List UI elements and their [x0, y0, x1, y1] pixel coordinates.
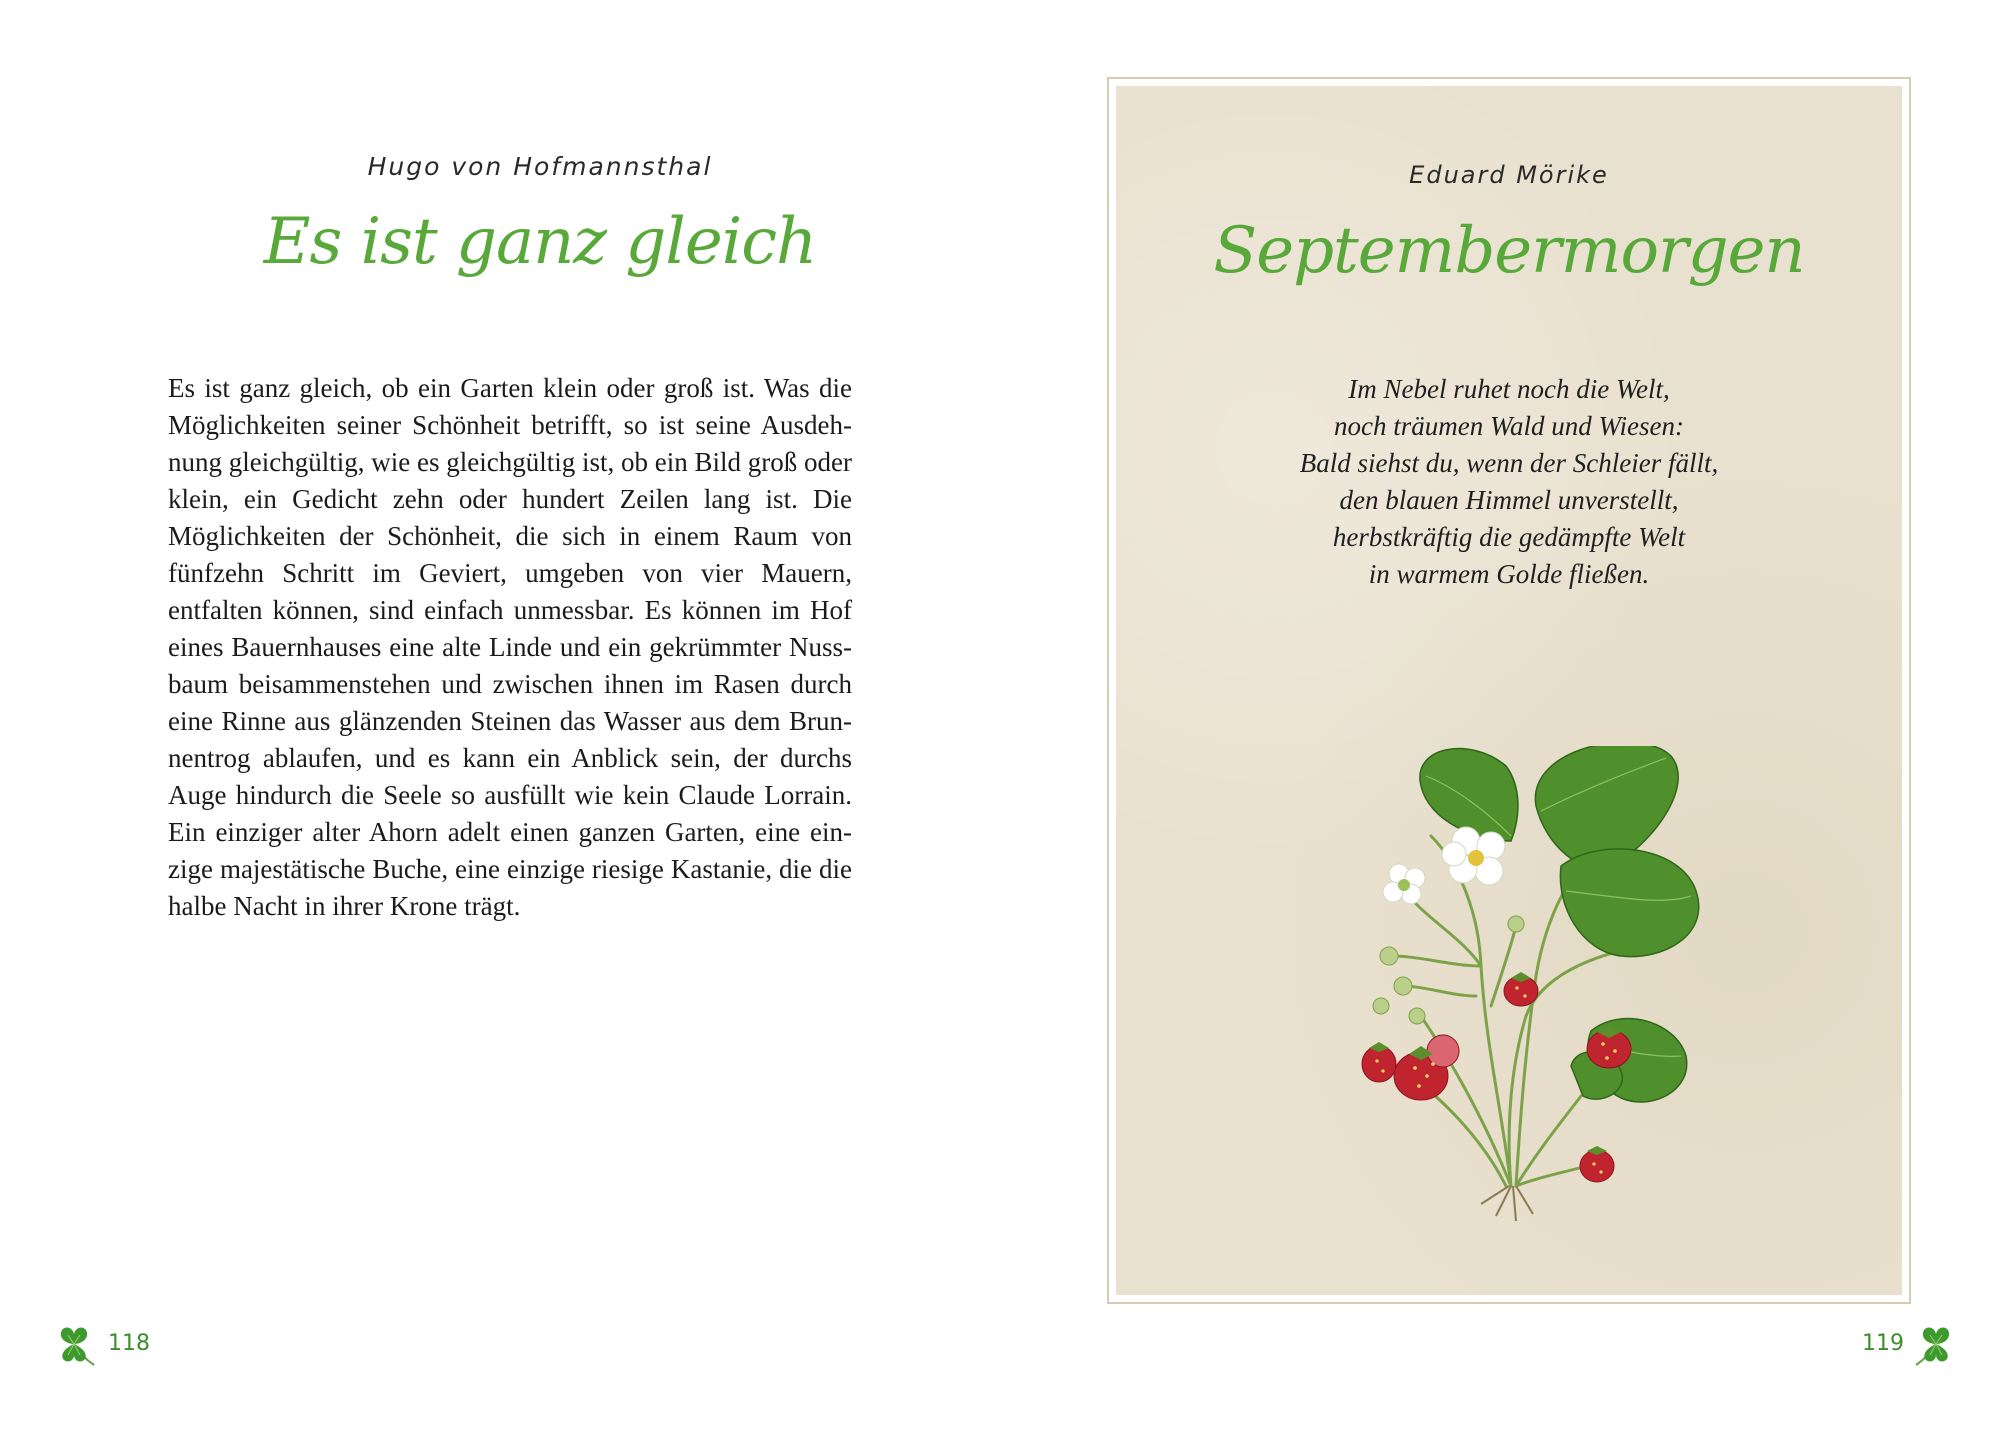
poem-line: in warmem Golde fließen. [1368, 559, 1650, 589]
prose-line: eine Rinne aus glänzenden Steinen das Wasser aus dem Brun- [168, 706, 852, 736]
prose-line: Auge hindurch die Seele so ausfüllt wie kein Claude Lorrain. [168, 780, 852, 810]
prose-line: von fünfzehn Schritt im Geviert, umgeben von vier Mauern, [168, 521, 852, 588]
page-number-left [48, 1318, 150, 1368]
prose-line: Ein einziger alter Ahorn adelt einen ganzen Garten, eine ein- [168, 817, 852, 847]
author-name: Hugo von Hofmannsthal [367, 152, 713, 181]
clover-icon [1910, 1317, 1962, 1369]
poem-line: Im Nebel ruhet noch die Welt, [1348, 374, 1670, 404]
prose-line: Die Möglichkeiten der Schönheit, die sich in einem Raum [168, 484, 852, 551]
poem-title: Septembermorgen [1213, 214, 1805, 288]
strawberry-flower [1442, 827, 1505, 885]
prose-line: Möglichkeiten seiner Schönheit betrifft, so ist seine Ausdeh- [168, 410, 852, 440]
prose-line: zige majestätische Buche, eine einzige riesige Kastanie, die die [168, 854, 852, 884]
page-number: 118 [108, 1330, 150, 1356]
prose-line: Es ist ganz gleich, ob ein Garten klein oder groß ist. Was die [168, 373, 852, 403]
strawberry-flower [1383, 864, 1425, 904]
author-name: Eduard Mörike [1409, 161, 1609, 189]
prose-line: entfalten können, sind einfach unmessbar. Es können im Hof [168, 595, 852, 625]
prose-text [168, 370, 852, 925]
paper-background [1116, 86, 1902, 1295]
prose-line: baum beisammenstehen und zwischen ihnen im Rasen durch [168, 669, 852, 699]
page-number: 119 [1862, 1330, 1904, 1356]
poem-line: Bald siehst du, wenn der Schleier fällt, [1299, 448, 1719, 478]
prose-line: nung gleichgültig, wie es gleichgültig ist, ob ein Bild groß [168, 447, 798, 477]
poem-line: noch träumen Wald und Wiesen: [1334, 411, 1684, 441]
prose-line: halbe Nacht in ihrer Krone trägt. [168, 891, 521, 921]
poem-card [1107, 77, 1911, 1304]
page-title: Es ist ganz gleich [263, 205, 817, 279]
prose-line: eines Bauernhauses eine alte Linde und ein gekrümmter Nuss- [168, 632, 852, 662]
clover-icon [48, 1317, 100, 1369]
poem-line: herbstkräftig die gedämpfte Welt [1332, 522, 1686, 552]
prose-line: nentrog ablaufen, und es kann ein Anblick sein, der durchs [168, 743, 852, 773]
poem-line: den blauen Himmel unverstellt, [1339, 485, 1679, 515]
page-number-right [1862, 1318, 1962, 1368]
strawberry-plant-illustration [1311, 746, 1711, 1226]
prose-line: oder klein, ein Gedicht zehn oder hundert Zeilen lang ist. [168, 447, 852, 514]
poem-text [1116, 371, 1902, 593]
